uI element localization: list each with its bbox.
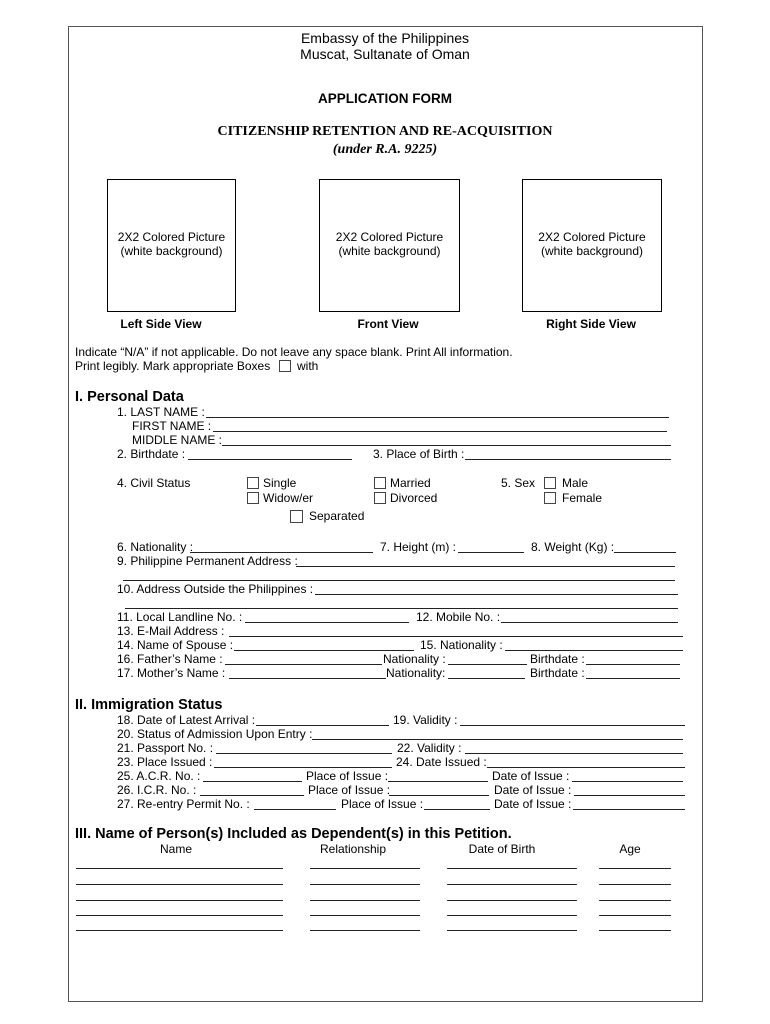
photo-box-left (107, 179, 236, 312)
icr-date-field[interactable] (574, 795, 685, 796)
place-of-birth-label: 3. Place of Birth : (373, 447, 465, 461)
photo-label: 2X2 Colored Picture (117, 230, 226, 244)
place-issued-label: 23. Place Issued : (117, 755, 213, 769)
admission-label: 20. Status of Admission Upon Entry : (117, 727, 313, 741)
photo-label: 2X2 Colored Picture (538, 230, 646, 244)
validity19-field[interactable] (460, 725, 685, 726)
middle-name-field[interactable] (222, 445, 671, 446)
last-name-label: 1. LAST NAME : (117, 405, 205, 419)
section-personal-heading: I. Personal Data (75, 389, 184, 405)
perm-address-label: 9. Philippine Permanent Address : (117, 554, 298, 568)
icr-label: 26. I.C.R. No. : (117, 783, 197, 797)
icr-field[interactable] (200, 795, 304, 796)
perm-address-field[interactable] (296, 566, 675, 567)
dependent-relationship-field[interactable] (310, 884, 420, 885)
form-subtitle: CITIZENSHIP RETENTION AND RE-ACQUISITION (217, 124, 553, 139)
weight-field[interactable] (614, 552, 676, 553)
reentry-date-label: Date of Issue : (494, 797, 572, 811)
mother-birthdate-label: Birthdate : (530, 666, 585, 680)
spouse-label: 14. Name of Spouse : (117, 638, 234, 652)
form-title: APPLICATION FORM (318, 91, 452, 106)
dependent-age-field[interactable] (599, 900, 671, 901)
middle-name-label: MIDDLE NAME : (132, 433, 223, 447)
father-birthdate-field[interactable] (586, 664, 680, 665)
column-age: Age (619, 842, 641, 856)
father-nationality-label: Nationality : (383, 652, 446, 666)
place-issued-field[interactable] (214, 767, 392, 768)
section-dependents-heading: III. Name of Person(s) Included as Dependent(s) in this Petition. (75, 826, 512, 842)
embassy-name: Embassy of the Philippines (300, 30, 470, 46)
mother-label: 17. Mother’s Name : (117, 666, 226, 680)
divorced-checkbox[interactable] (374, 492, 386, 504)
birthdate-field[interactable] (188, 459, 352, 460)
acr-place-field[interactable] (388, 781, 488, 782)
father-birthdate-label: Birthdate : (530, 652, 585, 666)
separated-label: Separated (309, 509, 365, 523)
dependent-date-of-birth-field[interactable] (447, 884, 577, 885)
married-label: Married (390, 476, 431, 490)
acr-label: 25. A.C.R. No. : (117, 769, 201, 783)
caption-front: Front View (357, 317, 419, 331)
photo-note: (white background) (120, 244, 223, 258)
law-reference: (under R.A. 9225) (332, 142, 438, 157)
reentry-place-label: Place of Issue : (341, 797, 424, 811)
outside-address-field[interactable] (315, 594, 678, 595)
nationality-field[interactable] (190, 552, 373, 553)
photo-note: (white background) (338, 244, 441, 258)
mother-nationality-field[interactable] (448, 678, 525, 679)
date-issued-label: 24. Date Issued : (396, 755, 487, 769)
column-date-of-birth: Date of Birth (468, 842, 536, 856)
male-label: Male (562, 476, 589, 490)
acr-date-label: Date of Issue : (492, 769, 570, 783)
spouse-nationality-label: 15. Nationality : (420, 638, 503, 652)
instruction-line-1: Indicate “N/A” if not applicable. Do not leave any space blank. Print All information. (75, 345, 513, 359)
instruction-line-2: Print legibly. Mark appropriate Boxes (75, 359, 271, 373)
widower-label: Widow/er (263, 491, 314, 505)
caption-right: Right Side View (546, 317, 636, 331)
place-of-birth-field[interactable] (465, 459, 671, 460)
dependent-date-of-birth-field[interactable] (447, 868, 577, 869)
date-issued-field[interactable] (487, 767, 685, 768)
mother-nationality-label: Nationality: (386, 666, 446, 680)
reentry-field[interactable] (254, 809, 336, 810)
single-checkbox[interactable] (247, 477, 259, 489)
dependent-relationship-field[interactable] (310, 900, 420, 901)
reentry-place-field[interactable] (424, 809, 490, 810)
column-relationship: Relationship (319, 842, 387, 856)
weight-label: 8. Weight (Kg) : (531, 540, 615, 554)
sample-checkbox (279, 360, 291, 372)
photo-note: (white background) (540, 244, 644, 258)
height-label: 7. Height (m) : (380, 540, 457, 554)
dependent-relationship-field[interactable] (310, 930, 420, 931)
dependent-age-field[interactable] (599, 915, 671, 916)
spouse-field[interactable] (234, 650, 414, 651)
admission-field[interactable] (312, 739, 683, 740)
section-immigration-heading: II. Immigration Status (75, 697, 223, 713)
first-name-label: FIRST NAME : (132, 419, 212, 433)
validity22-label: 22. Validity : (397, 741, 462, 755)
photo-box-right (522, 179, 662, 312)
perm-address-field-line-2[interactable] (123, 580, 675, 581)
female-label: Female (562, 491, 603, 505)
dependent-age-field[interactable] (599, 930, 671, 931)
dependent-date-of-birth-field[interactable] (447, 915, 577, 916)
email-field[interactable] (229, 636, 683, 637)
mother-birthdate-field[interactable] (586, 678, 680, 679)
father-nationality-field[interactable] (448, 664, 527, 665)
dependent-date-of-birth-field[interactable] (447, 930, 577, 931)
married-checkbox[interactable] (374, 477, 386, 489)
icr-place-label: Place of Issue : (308, 783, 391, 797)
photo-label: 2X2 Colored Picture (335, 230, 444, 244)
arrival-label: 18. Date of Latest Arrival : (117, 713, 256, 727)
male-checkbox[interactable] (544, 477, 556, 489)
mobile-field[interactable] (501, 622, 678, 623)
spouse-nationality-field[interactable] (505, 650, 683, 651)
sex-label: 5. Sex (501, 476, 536, 490)
father-field[interactable] (225, 664, 382, 665)
landline-field[interactable] (245, 622, 409, 623)
dependent-name-field[interactable] (76, 915, 283, 916)
father-label: 16. Father’s Name : (117, 652, 223, 666)
height-field[interactable] (458, 552, 524, 553)
landline-label: 11. Local Landline No. : (117, 610, 243, 624)
dependent-name-field[interactable] (76, 930, 283, 931)
caption-left: Left Side View (120, 317, 202, 331)
outside-address-field-line-2[interactable] (125, 608, 678, 609)
dependent-name-field[interactable] (76, 868, 283, 869)
instruction-with: with (297, 359, 319, 373)
dependent-name-field[interactable] (76, 884, 283, 885)
separated-checkbox[interactable] (290, 510, 303, 523)
dependent-date-of-birth-field[interactable] (447, 900, 577, 901)
outside-address-label: 10. Address Outside the Philippines : (117, 582, 314, 596)
mother-field[interactable] (229, 678, 386, 679)
validity22-field[interactable] (465, 753, 683, 754)
passport-label: 21. Passport No. : (117, 741, 214, 755)
divorced-label: Divorced (390, 491, 438, 505)
reentry-label: 27. Re-entry Permit No. : (117, 797, 250, 811)
icr-place-field[interactable] (389, 795, 489, 796)
passport-field[interactable] (216, 753, 392, 754)
acr-place-label: Place of Issue : (306, 769, 389, 783)
validity19-label: 19. Validity : (393, 713, 458, 727)
dependent-relationship-field[interactable] (310, 915, 420, 916)
acr-date-field[interactable] (572, 781, 683, 782)
single-label: Single (263, 476, 297, 490)
dependent-relationship-field[interactable] (310, 868, 420, 869)
photo-box-front (319, 179, 460, 312)
column-name: Name (159, 842, 193, 856)
female-checkbox[interactable] (544, 492, 556, 504)
last-name-field[interactable] (206, 417, 669, 418)
email-label: 13. E-Mail Address : (117, 624, 225, 638)
civil-status-label: 4. Civil Status (117, 476, 191, 490)
first-name-field[interactable] (213, 431, 667, 432)
mobile-label: 12. Mobile No. : (416, 610, 501, 624)
widower-checkbox[interactable] (247, 492, 259, 504)
dependent-name-field[interactable] (76, 900, 283, 901)
dependent-age-field[interactable] (599, 868, 671, 869)
reentry-date-field[interactable] (573, 809, 685, 810)
arrival-field[interactable] (256, 725, 389, 726)
birthdate-label: 2. Birthdate : (117, 447, 186, 461)
nationality-label: 6. Nationality : (117, 540, 194, 554)
embassy-location: Muscat, Sultanate of Oman (300, 46, 470, 62)
icr-date-label: Date of Issue : (494, 783, 572, 797)
acr-field[interactable] (203, 781, 302, 782)
dependent-age-field[interactable] (599, 884, 671, 885)
